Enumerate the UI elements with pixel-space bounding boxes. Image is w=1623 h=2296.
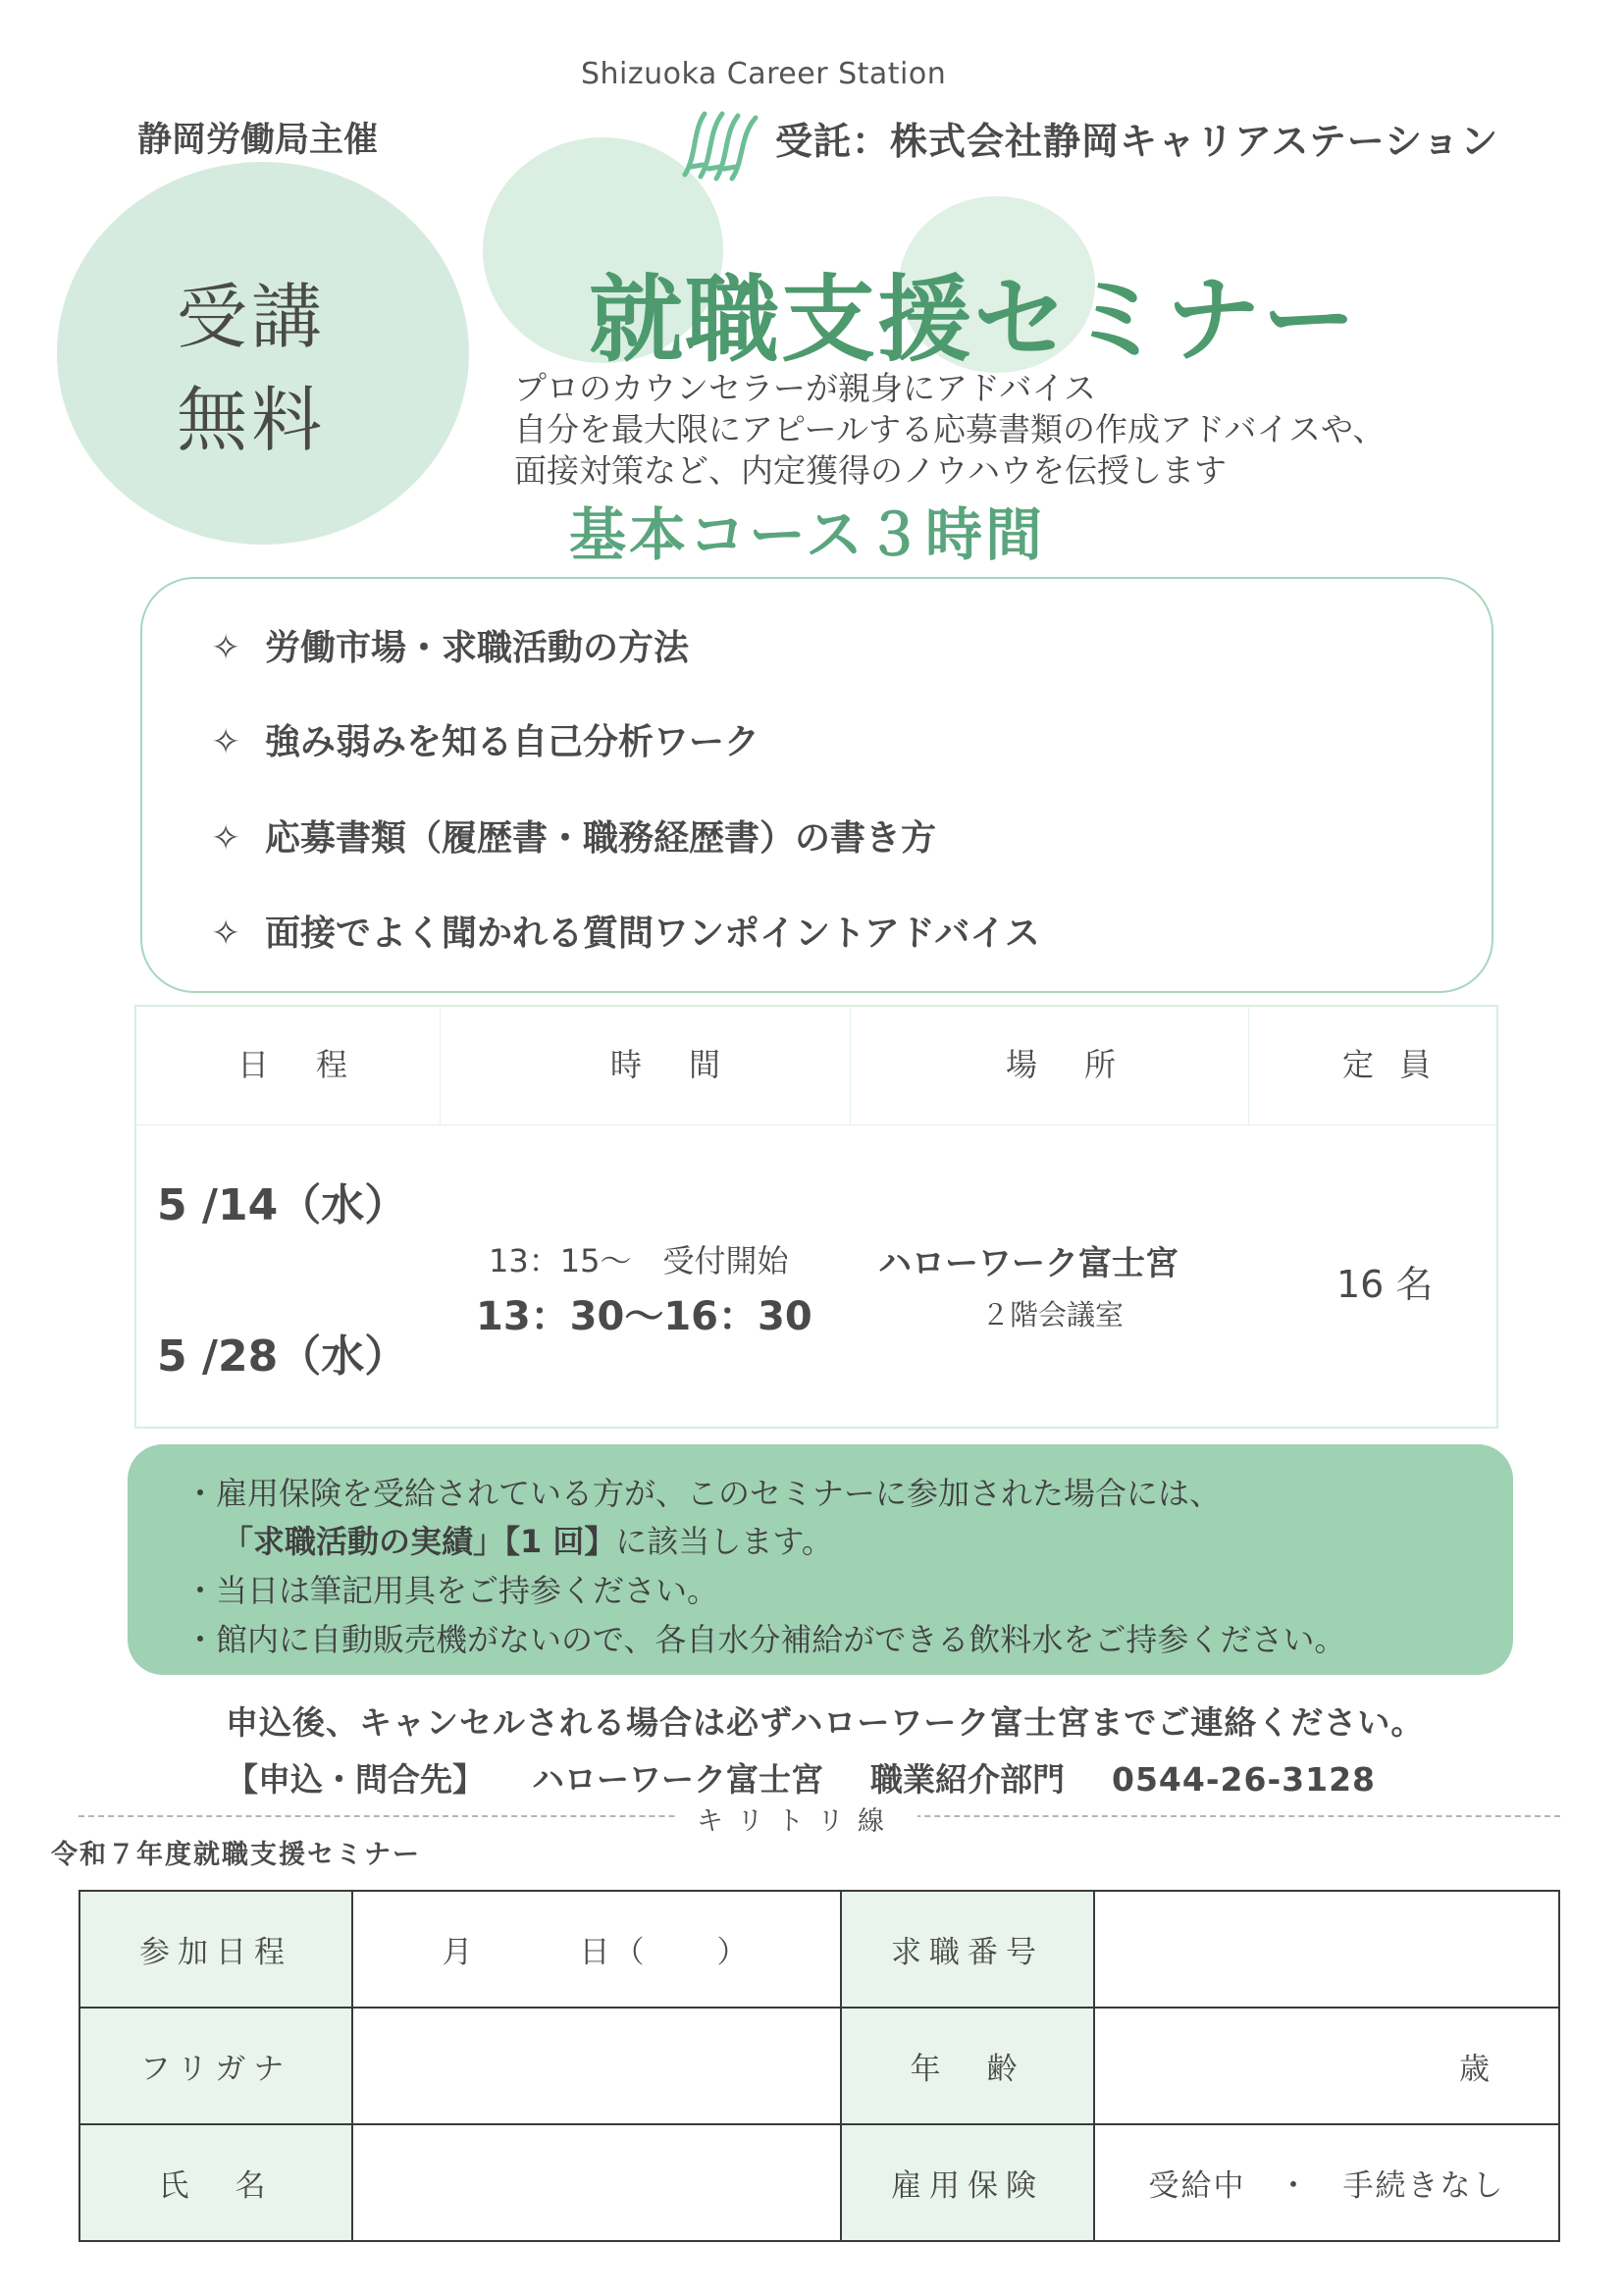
form-label-jobseeker-number: 求職番号 [841,1891,1094,2008]
contact-office: ハローワーク富士宮 [532,1760,823,1799]
form-label-age: 年 齢 [841,2008,1094,2124]
schedule-header-place: 場 所 [1006,1046,1125,1083]
form-name-field[interactable] [352,2124,841,2241]
contents-item-label: 面接でよく聞かれる質問ワンポイントアドバイス [265,913,1040,954]
schedule-date: 5 /28（水） [157,1331,408,1382]
course-duration: 基本コース３時間 [569,501,1046,568]
free-badge-line1: 受講 [177,276,327,358]
contractor-text: 受託：株式会社静岡キャリアステーション [775,120,1499,163]
contents-item-label: 労働市場・求職活動の方法 [265,628,690,668]
contact-phone: 0544-26-3128 [1112,1760,1377,1799]
contact-line [226,1754,1376,1800]
form-insurance-options[interactable]: 受給中 ・ 手続きなし [1094,2124,1559,2241]
schedule-header-capacity: 定 員 [1342,1046,1440,1083]
form-age-field[interactable]: 歳 [1094,2008,1559,2124]
page-title: 就職支援セミナー [589,265,1358,375]
sparkle-icon: ✧ [211,913,241,954]
note-line: ・雇用保険を受給されている方が、このセミナーに参加された場合には、 [184,1475,1222,1512]
cancel-notice: 申込後、キャンセルされる場合は必ずハローワーク富士宮までご連絡ください。 [226,1703,1425,1742]
free-badge-line2: 無料 [177,379,327,461]
cut-line-label: キリトリ線 [677,1800,917,1838]
schedule-header-time: 時 間 [610,1046,729,1083]
contact-label: 【申込・問合先】 [226,1760,485,1799]
form-jobseeker-number-field[interactable] [1094,1891,1559,2008]
sparkle-icon: ✧ [211,818,241,859]
schedule-header-date: 日 程 [237,1046,356,1083]
table-divider [136,1124,1496,1125]
schedule-date: 5 /14（水） [157,1180,408,1230]
note-text: に該当します。 [615,1523,833,1560]
contents-item [211,620,689,670]
venue-name: ハローワーク富士宮 [878,1244,1178,1283]
venue-room: ２階会議室 [981,1298,1125,1331]
contents-item [211,810,936,861]
contents-item-label: 強み弱みを知る自己分析ワーク [265,722,760,762]
reception-time: 13：15～ 受付開始 [489,1242,789,1279]
organizer-text: 静岡労働局主催 [137,121,379,160]
session-time: 13：30～16：30 [476,1294,812,1339]
table-divider [850,1007,851,1124]
form-label-date: 参加日程 [79,1891,352,2008]
description-line: 自分を最大限にアピールする応募書類の作成アドバイスや、 [514,410,1386,448]
sparkle-icon: ✧ [211,628,241,668]
description-line: プロのカウンセラーが親身にアドバイス [514,369,1097,407]
form-label-insurance: 雇用保険 [841,2124,1094,2241]
company-logo-icon [675,106,763,183]
note-line [222,1517,833,1562]
table-divider [1248,1007,1249,1124]
application-form [79,1890,1560,2242]
form-title: 令和７年度就職支援セミナー [51,1840,421,1870]
sparkle-icon: ✧ [211,722,241,762]
contents-item-label: 応募書類（履歴書・職務経歴書）の書き方 [265,818,937,859]
capacity-value: 16 名 [1336,1263,1434,1306]
note-line: ・当日は筆記用具をご持参ください。 [184,1572,719,1609]
contents-item [211,906,1040,956]
form-label-furigana: フリガナ [79,2008,352,2124]
brand-english-name: Shizuoka Career Station [581,57,947,91]
note-emphasis: 「求職活動の実績」【1 回】 [222,1523,616,1560]
description-line: 面接対策など、内定獲得のノウハウを伝授します [514,451,1227,490]
contact-dept: 職業紹介部門 [870,1760,1065,1799]
note-line: ・館内に自動販売機がないので、各自水分補給ができる飲料水をご持参ください。 [184,1621,1346,1658]
form-furigana-field[interactable] [352,2008,841,2124]
table-divider [440,1007,441,1124]
form-label-name: 氏 名 [79,2124,352,2241]
form-date-field[interactable]: 月 日（ ） [352,1891,841,2008]
contents-item [211,714,759,764]
